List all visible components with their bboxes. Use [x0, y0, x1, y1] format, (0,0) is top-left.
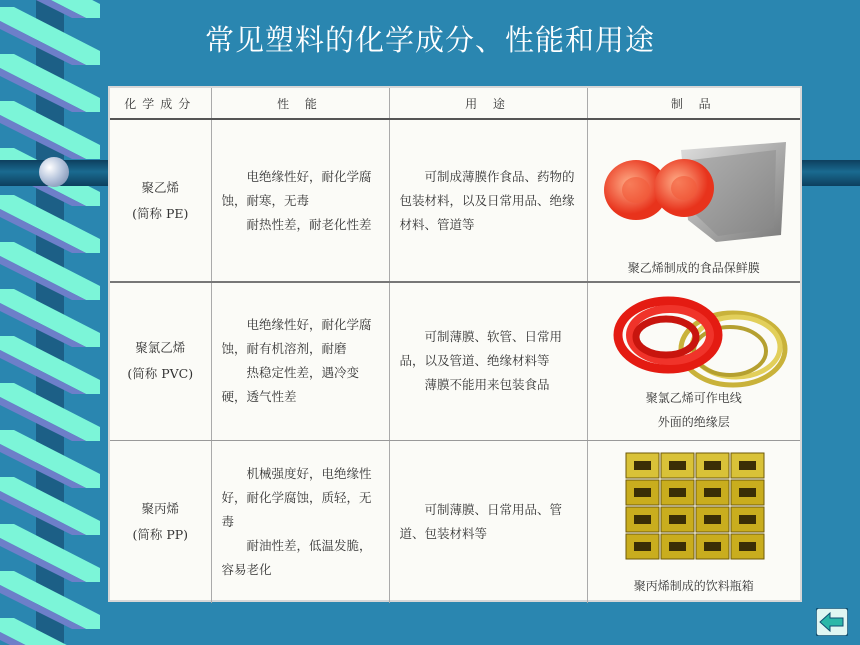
properties-cell — [211, 440, 389, 603]
product-cell — [587, 440, 800, 603]
crate-handle — [669, 515, 686, 524]
crate-handle — [634, 461, 651, 470]
composition-cell — [110, 440, 211, 603]
properties-cell — [211, 119, 389, 282]
crate-handle — [634, 542, 651, 551]
crate-handle — [739, 542, 756, 551]
product-caption — [588, 386, 801, 434]
header-composition: 化学成分 — [110, 88, 211, 119]
plastic-abbr: (简称 PVC) — [127, 366, 194, 382]
crate-handle — [739, 515, 756, 524]
use-text: 可制薄膜、日常用品、管道、包装材料等 — [399, 501, 563, 541]
plastic-name: 聚乙烯 — [141, 179, 179, 195]
crate-handle — [669, 488, 686, 497]
caption-line: 外面的绝缘层 — [657, 414, 730, 429]
crate-handle — [634, 515, 651, 524]
plastic-abbr: (简称 PP) — [132, 526, 189, 542]
uses-cell — [389, 119, 587, 282]
crate-handle — [704, 542, 721, 551]
header-properties: 性 能 — [211, 88, 389, 119]
header-products: 制 品 — [587, 88, 800, 119]
food-wrap-image — [596, 120, 796, 260]
decorative-sphere — [39, 157, 69, 187]
crate-handle — [634, 488, 651, 497]
property-text: 电绝缘性好，耐化学腐蚀，耐有机溶剂，耐磨 — [221, 317, 372, 357]
back-arrow-icon[interactable] — [816, 608, 848, 636]
crate-handle — [669, 542, 686, 551]
property-text: 热稳定性差，遇冷变硬，透气性差 — [221, 365, 360, 405]
uses-cell — [389, 282, 587, 440]
use-text: 可制成薄膜作食品、药物的包装材料，以及日常用品、绝缘材料、管道等 — [399, 168, 575, 232]
composition-cell — [110, 282, 211, 440]
crate-handle — [669, 461, 686, 470]
bottle-crates-image — [622, 449, 772, 569]
use-text: 可制薄膜、软管、日常用品，以及管道、绝缘材料等 — [399, 329, 563, 369]
plastics-table — [108, 86, 802, 602]
crate-handle — [704, 461, 721, 470]
electric-cable-image — [598, 287, 798, 397]
slide-title: 常见塑料的化学成分、性能和用途 — [204, 23, 655, 57]
plastic-name: 聚氯乙烯 — [135, 340, 186, 356]
decorative-ribbon — [0, 0, 100, 645]
crate-handle — [739, 461, 756, 470]
composition-cell — [110, 119, 211, 282]
plastic-name: 聚丙烯 — [141, 500, 179, 516]
property-text: 耐热性差，耐老化性差 — [246, 216, 372, 232]
uses-cell — [389, 440, 587, 603]
crate-handle — [739, 488, 756, 497]
crate-handle — [704, 488, 721, 497]
property-text: 机械强度好，电绝缘性好，耐化学腐蚀，质轻，无毒 — [221, 465, 372, 529]
crate-handle — [704, 515, 721, 524]
header-uses: 用 途 — [389, 88, 587, 119]
property-text: 电绝缘性好，耐化学腐蚀，耐寒，无毒 — [221, 168, 372, 208]
properties-cell — [211, 282, 389, 440]
product-caption: 聚丙烯制成的饮料瓶箱 — [633, 579, 754, 593]
product-caption: 聚乙烯制成的食品保鲜膜 — [627, 261, 760, 275]
plastic-abbr: (简称 PE) — [132, 205, 189, 221]
product-cell — [587, 282, 800, 440]
caption-line: 聚氯乙烯可作电线 — [645, 390, 742, 405]
use-text: 薄膜不能用来包装食品 — [424, 377, 550, 393]
product-cell — [587, 119, 800, 282]
property-text: 耐油性差，低温发脆，容易老化 — [221, 537, 372, 577]
